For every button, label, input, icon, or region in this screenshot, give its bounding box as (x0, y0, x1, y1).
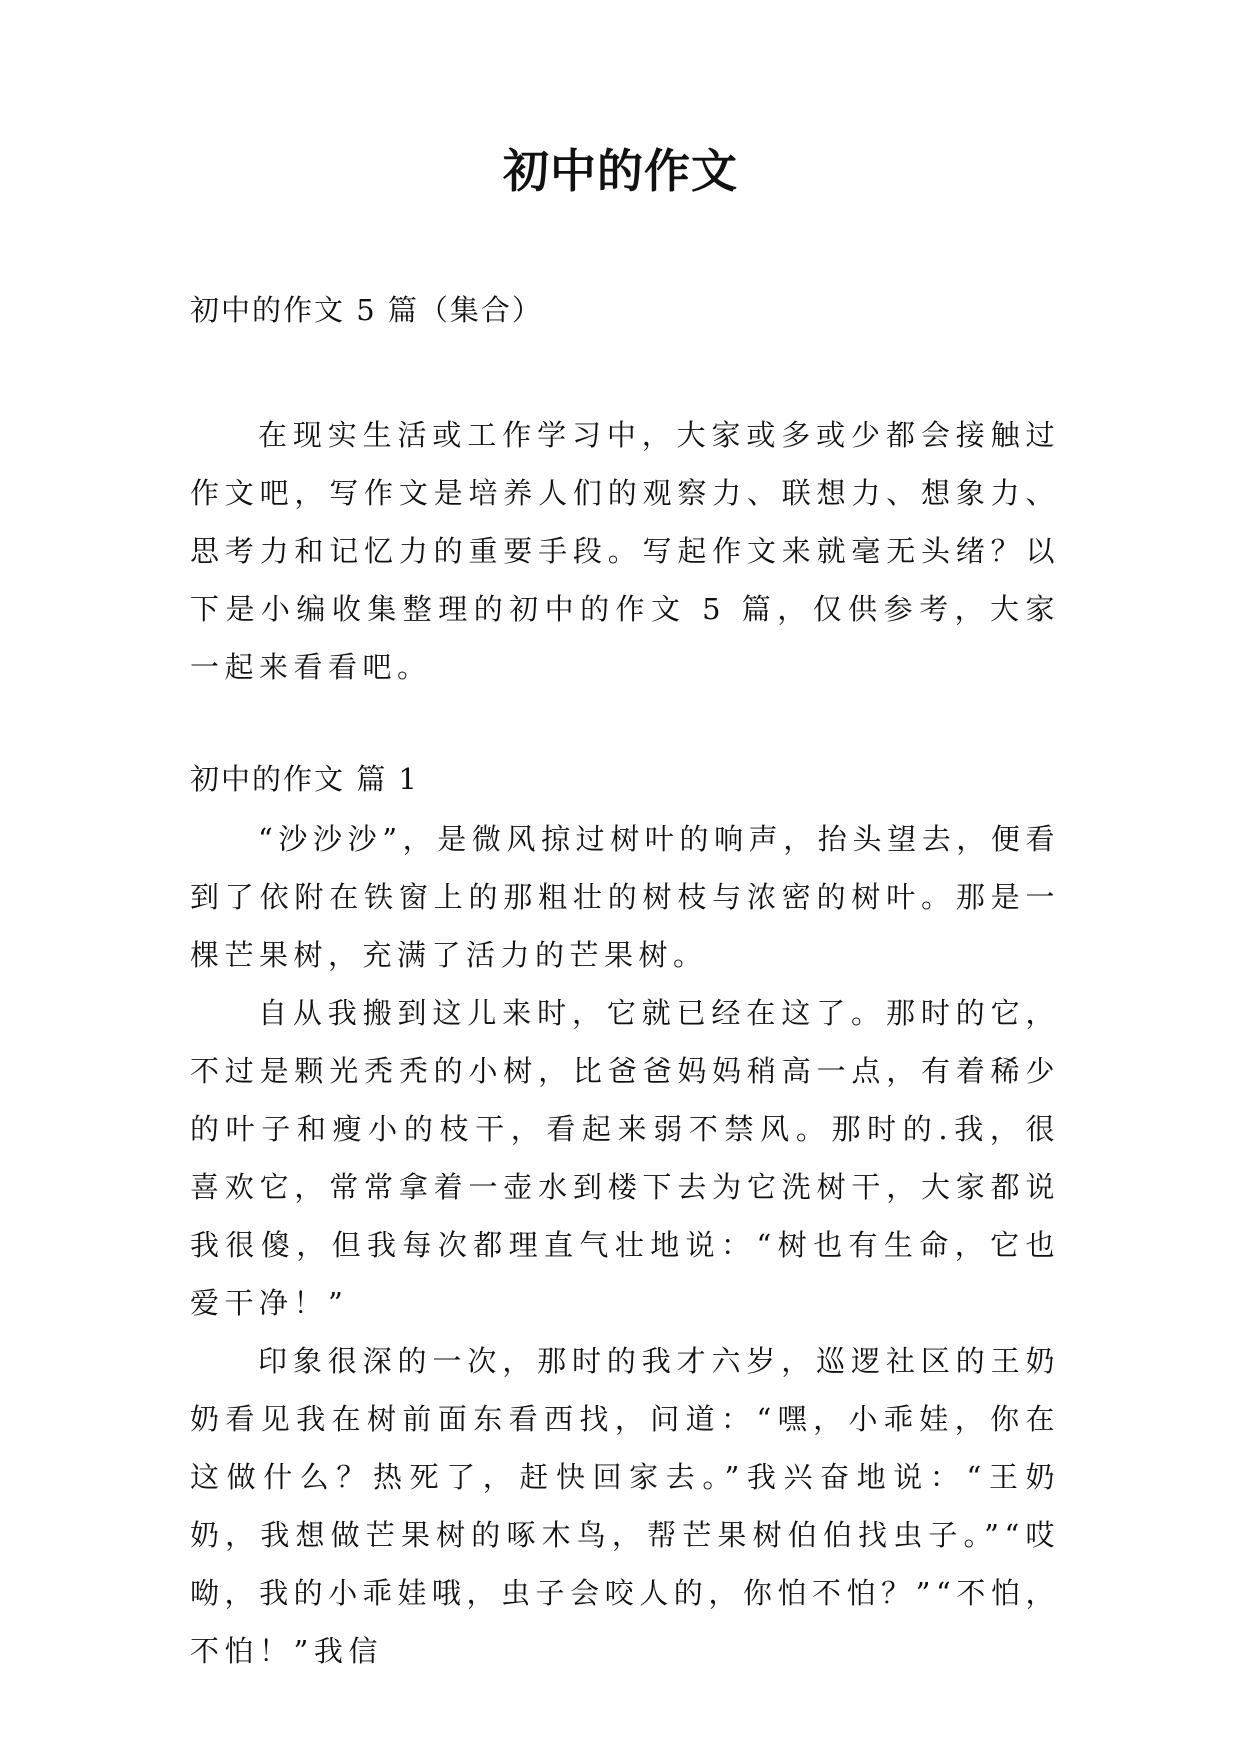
essay-1-paragraph-3: 印象很深的一次，那时的我才六岁，巡逻社区的王奶奶看见我在树前面东看西找，问道：“嘿，小乖娃，你在这做什么？热死了，赶快回家去。”我兴奋地说：“王奶奶，我想做芒果树的啄木鸟，帮芒果树伯伯找虫子。”“哎呦，我的小乖娃哦，虫子会咬人的，你怕不怕？”“不怕，不怕！”我信 (190, 1344, 1060, 1668)
document-subtitle: 初中的作文 5 篇（集合） (190, 293, 543, 327)
document-title: 初中的作文 (503, 144, 738, 198)
intro-block (190, 406, 1060, 696)
essay-1-paragraph-1: “沙沙沙”，是微风掠过树叶的响声，抬头望去，便看到了依附在铁窗上的那粗壮的树枝与浓密的树叶。那是一棵芒果树，充满了活力的芒果树。 (190, 822, 1060, 972)
essay-1-paragraph-2: 自从我搬到这儿来时，它就已经在这了。那时的它，不过是颗光秃秃的小树，比爸爸妈妈稍高一点，有着稀少的叶子和瘦小的枝干，看起来弱不禁风。那时的.我，很喜欢它，常常拿着一壶水到楼下去为它洗树干，大家都说我很傻，但我每次都理直气壮地说：“树也有生命，它也爱干净！” (190, 996, 1060, 1320)
intro-paragraph: 在现实生活或工作学习中，大家或多或少都会接触过作文吧，写作文是培养人们的观察力、联想力、想象力、思考力和记忆力的重要手段。写起作文来就毫无头绪？以下是小编收集整理的初中的作文 5 篇，仅供参考，大家一起来看看吧。 (190, 418, 1060, 684)
essay-1-heading: 初中的作文 篇 1 (190, 762, 419, 796)
essay-1-body (190, 810, 1060, 1680)
